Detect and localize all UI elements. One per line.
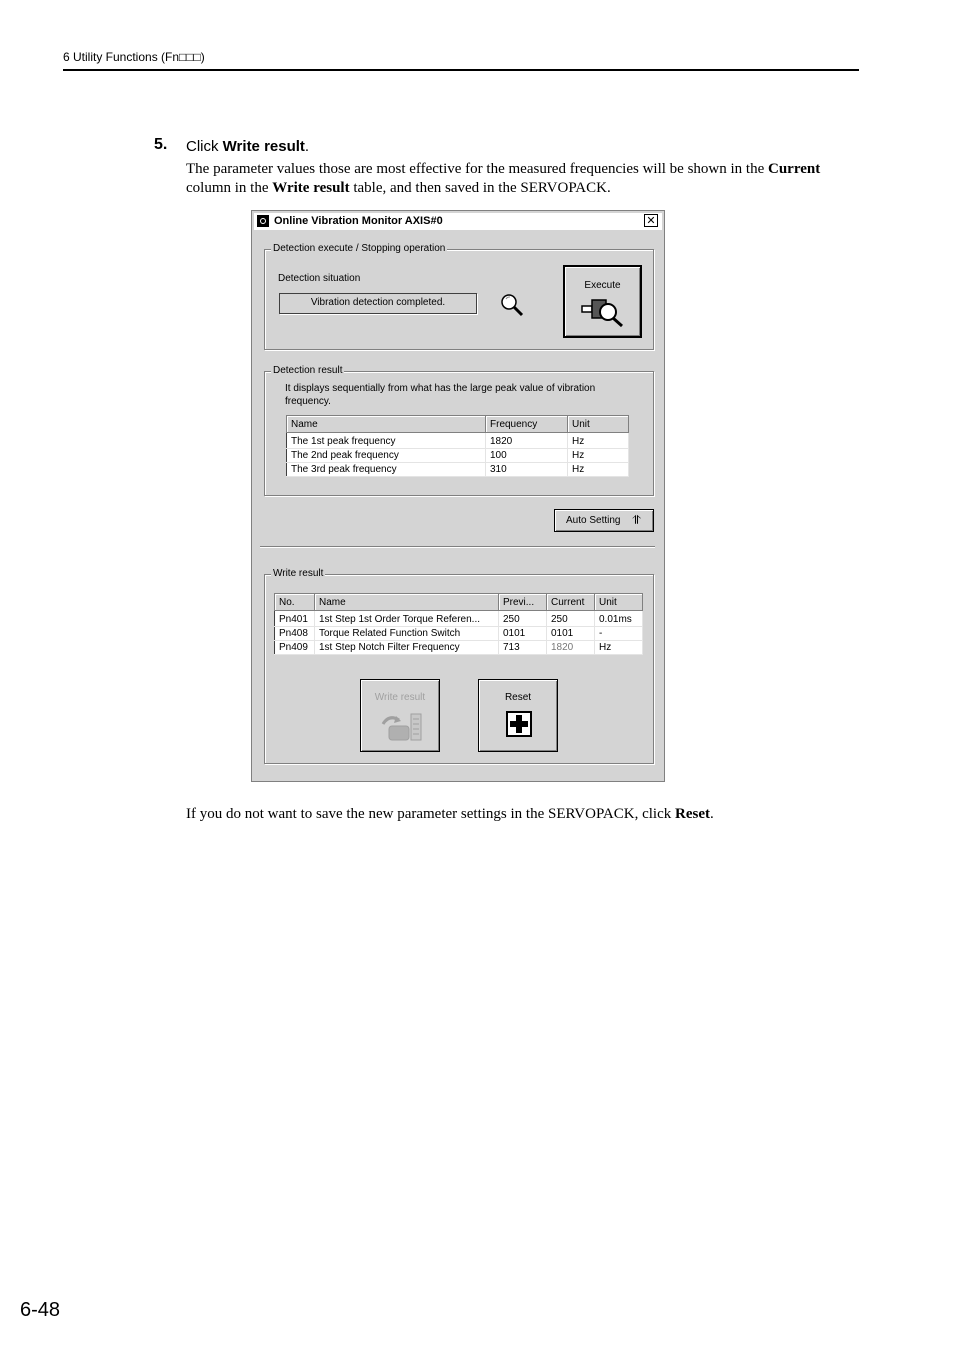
- running-header: 6 Utility Functions (Fn□□□): [63, 50, 205, 64]
- detection-situation-field: Vibration detection completed.: [279, 293, 477, 314]
- cell-unit: Hz: [568, 449, 629, 463]
- collapse-chevron-icon: ⥣: [632, 513, 641, 527]
- cell-unit: Hz: [568, 433, 629, 449]
- cell-name: The 2nd peak frequency: [287, 449, 486, 463]
- cell-name: Torque Related Function Switch: [315, 627, 499, 641]
- cell-frequency: 100: [486, 449, 568, 463]
- detection-result-table[interactable]: [286, 415, 629, 477]
- table-header-row: [287, 416, 629, 433]
- step-number: 5.: [154, 136, 168, 153]
- column-header-unit[interactable]: Unit: [595, 594, 643, 611]
- step-emphasis: Write result: [222, 138, 305, 155]
- para-current: Current: [768, 161, 821, 177]
- cell-current: 250: [547, 611, 595, 627]
- step-description: [186, 160, 866, 198]
- step-prefix: Click: [186, 138, 223, 155]
- auto-setting-label: Auto Setting: [566, 515, 621, 526]
- execute-button-label: Execute: [584, 280, 621, 291]
- header-rule: [63, 69, 859, 71]
- cell-no: Pn401: [275, 611, 315, 627]
- detection-result-group: [264, 365, 654, 496]
- write-result-group-label: Write result: [273, 568, 324, 579]
- para-part-1: The parameter values those are most effective for the measured frequencies will be shown in the: [186, 161, 768, 177]
- vibration-monitor-dialog: [251, 210, 665, 782]
- write-to-device-icon: [379, 710, 425, 742]
- cell-unit: Hz: [595, 641, 643, 655]
- write-result-button[interactable]: [360, 679, 440, 752]
- cell-current: 0101: [547, 627, 595, 641]
- cell-name: 1st Step 1st Order Torque Referen...: [315, 611, 499, 627]
- table-header-row: [275, 594, 643, 611]
- magnifier-icon: [499, 292, 525, 318]
- reset-button-label: Reset: [504, 692, 532, 703]
- table-row[interactable]: [275, 627, 643, 641]
- cell-previous: 250: [499, 611, 547, 627]
- cell-name: 1st Step Notch Filter Frequency: [315, 641, 499, 655]
- detection-result-group-label: Detection result: [273, 365, 343, 376]
- cell-no: Pn408: [275, 627, 315, 641]
- column-header-frequency[interactable]: Frequency: [486, 416, 568, 433]
- reset-plus-icon: [506, 711, 532, 737]
- cell-unit: -: [595, 627, 643, 641]
- cell-previous: 0101: [499, 627, 547, 641]
- table-row[interactable]: [287, 433, 629, 449]
- dialog-title: Online Vibration Monitor AXIS#0: [274, 215, 443, 227]
- table-row[interactable]: [275, 641, 643, 655]
- write-result-button-label: Write result: [374, 692, 426, 703]
- detection-situation-label: Detection situation: [278, 273, 361, 284]
- para-part-2: column in the: [186, 180, 273, 196]
- cell-unit: Hz: [568, 463, 629, 477]
- reset-note-emphasis: Reset: [675, 806, 710, 822]
- para-write-result: Write result: [272, 180, 350, 196]
- column-header-name[interactable]: Name: [287, 416, 486, 433]
- execute-detect-icon: [580, 296, 628, 328]
- column-header-previous[interactable]: Previ...: [499, 594, 547, 611]
- reset-note-text: If you do not want to save the new parameter settings in the SERVOPACK, click: [186, 806, 675, 822]
- column-header-current[interactable]: Current: [547, 594, 595, 611]
- cell-current: 1820: [547, 641, 595, 655]
- detection-result-description: It displays sequentially from what has the large peak value of vibration frequency.: [285, 383, 596, 407]
- write-result-group: [264, 568, 654, 764]
- column-header-name[interactable]: Name: [315, 594, 499, 611]
- cell-frequency: 1820: [486, 433, 568, 449]
- dialog-titlebar: [254, 213, 662, 230]
- reset-button[interactable]: [478, 679, 558, 752]
- section-separator: [260, 546, 655, 548]
- table-row[interactable]: [275, 611, 643, 627]
- step-instruction: [186, 138, 309, 155]
- detection-group-label: Detection execute / Stopping operation: [273, 243, 446, 254]
- cell-no: Pn409: [275, 641, 315, 655]
- cell-previous: 713: [499, 641, 547, 655]
- cell-name: The 3rd peak frequency: [287, 463, 486, 477]
- column-header-unit[interactable]: Unit: [568, 416, 629, 433]
- auto-setting-button[interactable]: [554, 509, 654, 532]
- detection-group: [264, 243, 654, 350]
- step-suffix: .: [304, 138, 310, 155]
- table-row[interactable]: [287, 449, 629, 463]
- reset-note: [186, 806, 714, 823]
- page-number: 6-48: [20, 1299, 61, 1321]
- cell-frequency: 310: [486, 463, 568, 477]
- execute-button[interactable]: [563, 265, 642, 338]
- close-button[interactable]: ✕: [644, 214, 658, 227]
- app-icon: [257, 215, 269, 227]
- cell-name: The 1st peak frequency: [287, 433, 486, 449]
- table-row[interactable]: [287, 463, 629, 477]
- cell-unit: 0.01ms: [595, 611, 643, 627]
- column-header-no[interactable]: No.: [275, 594, 315, 611]
- write-result-table[interactable]: [274, 593, 643, 655]
- reset-note-suffix: .: [709, 806, 714, 822]
- para-part-3: table, and then saved in the SERVOPACK.: [349, 180, 611, 196]
